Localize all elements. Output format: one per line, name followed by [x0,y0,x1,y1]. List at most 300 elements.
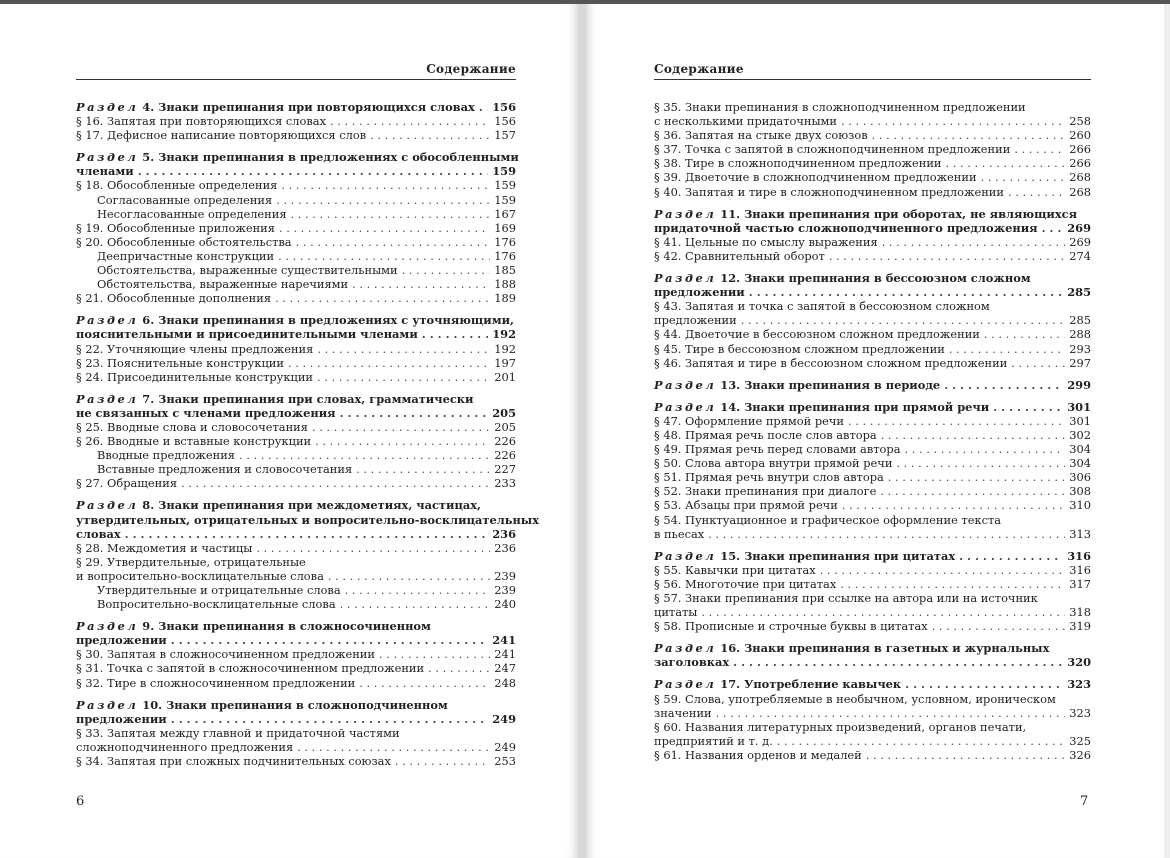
section-title: 12. Знаки препинания в бессоюзном сложном [720,271,1031,286]
toc-entry [76,676,516,690]
dot-leader [840,577,1065,591]
section-title: пояснительными и присоединительными членами [76,327,418,342]
dot-leader [281,178,490,192]
toc-entry-text: § 19. Обособленные приложения [76,220,275,235]
toc-page-number: 189 [494,291,516,306]
toc-entry-text: Вопросительно-восклицательные слова [97,597,336,612]
section-title: 9. Знаки препинания в сложносочиненном [142,619,431,634]
section-heading-line [76,512,540,527]
toc-section [654,378,1091,392]
toc-entry-text: § 24. Присоединительные конструкции [76,369,314,384]
toc-entry [654,128,1091,142]
section-word: Раздел [654,677,717,692]
toc-page-number: 233 [494,476,516,491]
toc-section [76,698,516,768]
section-heading-line [76,619,516,633]
section-page-number: 241 [492,633,516,648]
toc-page-number: 316 [1069,562,1091,577]
dot-leader [881,428,1065,442]
toc-entry [654,456,1091,470]
toc-page-number: 310 [1069,498,1091,513]
toc-page-number: 159 [494,192,516,207]
toc-entry [76,370,516,384]
toc-page-number: 260 [1069,128,1091,143]
toc-entry-text: Несогласованные определения [97,206,287,221]
toc-entry [654,484,1091,498]
toc-entry-text: § 47. Оформление прямой речи [654,413,844,428]
section-page-number: 269 [1067,220,1091,235]
toc-entry [76,235,516,249]
section-title: 8. Знаки препинания при междометиях, частицах, [142,498,481,513]
section-title: 4. Знаки препинания при повторяющихся словах [142,100,475,114]
toc-page-number: 301 [1069,413,1091,428]
toc-entry-text: § 54. Пунктуационное и графическое оформление текста [654,512,1002,527]
section-word: Раздел [654,271,717,286]
toc-entry-text: § 48. Прямая речь после слов автора [654,427,877,442]
toc-entry [654,356,1091,370]
book-gutter [578,4,586,858]
section-heading-line [654,655,1091,669]
toc-section [654,400,1091,541]
section-title: предложении [76,711,167,726]
dot-leader [905,677,1063,691]
toc-entry [654,706,1091,720]
dot-leader [256,541,490,555]
right-page [586,4,1164,858]
toc-page-number: 249 [494,739,516,754]
section-title: 7. Знаки препинания при словах, грамматически [142,391,474,406]
toc-entry-text: § 18. Обособленные определения [76,178,278,193]
section-title: 17. Употребление кавычек [720,677,902,692]
toc-entry [654,577,1091,591]
section-heading-line [654,641,1091,655]
toc-page-number: 293 [1069,341,1091,356]
section-heading-line [76,327,516,341]
toc-entry-text: Обстоятельства, выраженные существительными [97,263,398,278]
toc-entry-text: предприятий и т. д. [654,733,773,748]
toc-page-number: 169 [494,220,516,235]
section-title: придаточной частью сложноподчиненного предложения [654,220,1038,235]
dot-leader [708,527,1065,541]
toc-entry [654,498,1091,512]
section-word: Раздел [76,391,139,406]
section-page-number: 156 [492,100,516,114]
toc-entry-text: § 61. Названия орденов и медалей [654,747,862,762]
toc-entry-text: § 44. Двоеточие в бессоюзном сложном предложении [654,327,980,342]
dot-leader [330,114,490,128]
toc-entry [654,114,1091,128]
section-word: Раздел [76,498,139,513]
dot-leader [317,342,490,356]
toc-entry-text: § 40. Запятая и тире в сложноподчиненном предложении [654,184,1004,199]
toc-page-number: 268 [1069,170,1091,185]
section-heading-line [654,677,1091,691]
toc-entry-text: § 21. Обособленные дополнения [76,291,272,306]
toc-entry [654,414,1091,428]
toc-section [654,100,1091,199]
toc-entry-text: § 52. Знаки препинания при диалоге [654,484,877,499]
toc-entry [76,541,516,555]
section-heading-line [654,221,1091,235]
dot-leader [872,128,1065,142]
dot-leader [946,156,1066,170]
toc-entry [76,277,516,291]
section-title: 11. Знаки препинания при оборотах, не являющихся [720,206,1078,221]
toc-entry-text: Согласованные определения [97,192,273,207]
toc-section [76,150,519,306]
dot-leader [888,470,1065,484]
dot-leader [352,277,490,291]
section-title: заголовках [654,655,730,670]
section-heading-line [76,712,516,726]
toc-page-number: 239 [494,568,516,583]
toc-entry-text: § 55. Кавычки при цитатах [654,562,816,577]
toc-entry [76,597,516,611]
dot-leader [171,633,488,647]
toc-entry-text: сложноподчиненного предложения [76,739,294,754]
toc-entry-text: § 31. Точка с запятой в сложносочиненном предложении [76,661,425,676]
toc-entry-text: § 37. Точка с запятой в сложноподчиненном предложении [654,142,1011,157]
toc-entry-text: § 49. Прямая речь перед словами автора [654,442,901,457]
dot-leader [276,193,490,207]
left-page-header: Содержание [76,62,516,80]
section-word: Раздел [654,377,717,392]
toc-page-number: 185 [494,263,516,278]
toc-page-number: 266 [1069,142,1091,157]
dot-leader [984,327,1065,341]
section-title: 15. Знаки препинания при цитатах [720,548,956,563]
toc-page-number: 188 [494,277,516,292]
toc-page-number: 274 [1069,248,1091,263]
right-table-of-contents [654,100,1091,762]
dot-leader [422,327,488,341]
toc-section [76,619,516,689]
toc-page-number: 192 [494,341,516,356]
dot-leader [749,285,1063,299]
toc-entry [76,356,516,370]
section-title: 16. Знаки препинания в газетных и журнальных [720,641,1050,656]
dot-leader [340,406,489,420]
toc-entry-text: § 59. Слова, употребляемые в необычном, условном, ироническом [654,691,1056,706]
toc-entry [76,462,516,476]
section-page-number: 249 [492,711,516,726]
toc-entry-text: с несколькими придаточными [654,114,837,129]
section-word: Раздел [76,100,139,114]
toc-entry [76,647,516,661]
toc-page-number: 269 [1069,234,1091,249]
toc-entry-text: § 25. Вводные слова и словосочетания [76,419,308,434]
dot-leader [882,235,1065,249]
toc-page-number: 317 [1069,576,1091,591]
section-title: 10. Знаки препинания в сложноподчиненном [142,697,448,712]
toc-entry [76,661,516,675]
toc-section [654,207,1091,263]
toc-page-number: 313 [1069,526,1091,541]
dot-leader [905,442,1065,456]
section-page-number: 236 [492,526,516,541]
section-heading-line [76,150,519,165]
toc-page-number: 258 [1069,114,1091,129]
section-title: словах [76,526,121,541]
toc-entry-text: § 28. Междометия и частицы [76,540,253,555]
toc-page-number: 156 [494,114,516,129]
toc-page-number: 326 [1069,747,1091,762]
dot-leader [479,100,488,114]
dot-leader [278,249,490,263]
toc-entry-text: § 16. Запятая при повторяющихся словах [76,114,327,129]
toc-entry-text: § 42. Сравнительный оборот [654,248,825,263]
toc-entry-text: § 34. Запятая при сложных подчинительных союзах [76,754,391,769]
dot-leader [428,661,490,675]
toc-section [654,641,1091,669]
dot-leader [356,462,490,476]
dot-leader [315,434,490,448]
section-page-number: 323 [1067,677,1091,692]
section-word: Раздел [654,399,717,414]
dot-leader [841,114,1065,128]
toc-page-number: 288 [1069,327,1091,342]
toc-page-number: 159 [494,178,516,193]
toc-entry [76,583,516,597]
section-title: 13. Знаки препинания в периоде [720,377,941,392]
toc-entry [654,470,1091,484]
dot-leader [359,676,490,690]
toc-entry-text: § 35. Знаки препинания в сложноподчиненном предложении [654,100,1026,114]
section-word: Раздел [654,548,717,563]
toc-page-number: 241 [494,647,516,662]
dot-leader [880,484,1065,498]
dot-leader [279,221,490,235]
toc-page-number: 319 [1069,619,1091,634]
toc-entry-text: § 43. Запятая и точка с запятой в бессоюзном сложном [654,299,990,314]
section-word: Раздел [76,619,139,634]
dot-leader [944,378,1063,392]
toc-entry [76,569,516,583]
dot-leader [842,498,1065,512]
toc-entry [654,170,1091,184]
toc-entry-text: § 33. Запятая между главной и придаточной частями [76,725,400,740]
section-heading-line [76,633,516,647]
toc-entry [76,434,516,448]
dot-leader [1011,356,1065,370]
toc-section [654,271,1091,370]
toc-page-number: 247 [494,661,516,676]
toc-entry-text: § 30. Запятая в сложносочиненном предложении [76,647,375,662]
dot-leader [275,291,490,305]
toc-entry-text: предложении [654,313,737,328]
toc-entry [76,476,516,490]
toc-entry [76,448,516,462]
dot-leader [288,356,490,370]
toc-entry-text: § 26. Вводные и вставные конструкции [76,434,312,449]
left-table-of-contents [76,100,540,769]
dot-leader [312,420,490,434]
dot-leader [138,164,489,178]
toc-entry [76,740,516,754]
section-title: членами [76,164,134,179]
toc-section [76,313,516,383]
toc-entry-text: § 45. Тире в бессоюзном сложном предложении [654,341,945,356]
toc-entry [654,527,1091,541]
dot-leader [239,448,490,462]
toc-page-number: 304 [1069,442,1091,457]
toc-page-number: 227 [494,462,516,477]
dot-leader [379,647,490,661]
dot-leader [317,370,490,384]
toc-entry [654,563,1091,577]
section-heading-line [76,498,516,512]
toc-entry-text: § 17. Дефисное написание повторяющихся слов [76,128,367,143]
left-page-number: 6 [76,794,85,809]
toc-entry [76,114,516,128]
section-word: Раздел [76,150,139,165]
dot-leader [959,549,1063,563]
dot-leader [701,605,1065,619]
toc-entry-text: § 29. Утвердительные, отрицательные [76,554,306,569]
toc-entry [76,754,516,768]
toc-entry [654,249,1091,263]
toc-entry [654,734,1091,748]
toc-page-number: 236 [494,540,516,555]
dot-leader [291,207,490,221]
toc-page-number: 285 [1069,313,1091,328]
toc-entry-text: Обстоятельства, выраженные наречиями [97,277,349,292]
toc-entry [76,207,516,221]
toc-section [76,392,516,491]
toc-page-number: 325 [1069,733,1091,748]
toc-entry [654,327,1091,341]
toc-page-number: 176 [494,248,516,263]
toc-page-number: 297 [1069,355,1091,370]
toc-entry-text: § 46. Запятая и тире в бессоюзном сложном предложении [654,355,1008,370]
section-heading-line [76,527,516,541]
toc-page-number: 318 [1069,605,1091,620]
toc-entry-text: § 36. Запятая на стыке двух союзов [654,128,868,143]
toc-entry-text: § 53. Абзацы при прямой речи [654,498,838,513]
right-page-number: 7 [1080,794,1089,809]
dot-leader [345,583,490,597]
dot-leader [949,342,1065,356]
section-word: Раздел [76,313,139,328]
dot-leader [1008,185,1065,199]
dot-leader [395,754,490,768]
section-heading-line [654,549,1091,563]
toc-entry-text: § 22. Уточняющие члены предложения [76,341,314,356]
toc-entry-text: § 58. Прописные и строчные буквы в цитатах [654,619,928,634]
toc-page-number: 308 [1069,484,1091,499]
dot-leader [181,476,490,490]
toc-page-number: 248 [494,675,516,690]
toc-entry [76,178,516,192]
left-page [0,4,578,858]
toc-entry-text: § 20. Обособленные обстоятельства [76,234,292,249]
toc-entry-text: § 51. Прямая речь внутри слов автора [654,470,884,485]
toc-page-number: 266 [1069,156,1091,171]
toc-section [76,100,516,142]
toc-entry-text: § 56. Многоточие при цитатах [654,576,837,591]
toc-entry-text: Утвердительные и отрицательные слова [97,583,341,597]
section-page-number: 159 [492,164,516,179]
dot-leader [993,400,1063,414]
toc-entry-text: цитаты [654,605,698,620]
section-heading-line [654,207,1091,221]
section-heading-line [76,406,516,420]
section-heading-line [76,100,516,114]
toc-page-number: 176 [494,234,516,249]
toc-entry [76,221,516,235]
section-title: утвердительных, отрицательных и вопросительно-восклицательных [76,512,540,527]
section-page-number: 205 [492,405,516,420]
section-title: 6. Знаки препинания в предложениях с уточняющими, [142,313,514,328]
toc-entry [654,185,1091,199]
section-heading-line [76,313,516,327]
toc-section [654,677,1091,762]
dot-leader [848,414,1065,428]
toc-page-number: 239 [494,583,516,597]
toc-page-number: 201 [494,369,516,384]
toc-entry [76,193,516,207]
section-heading-line [76,698,516,712]
dot-leader [733,655,1063,669]
toc-entry-text: § 38. Тире в сложноподчиненном предложении [654,156,942,171]
section-page-number: 320 [1067,655,1091,670]
dot-leader [171,712,488,726]
toc-entry [76,128,516,142]
right-page-header: Содержание [654,62,1091,80]
dot-leader [866,748,1065,762]
toc-page-number: 167 [494,206,516,221]
toc-entry [654,342,1091,356]
toc-entry-text: Вводные предложения [97,448,235,463]
toc-page-number: 306 [1069,470,1091,485]
toc-entry [76,291,516,305]
section-page-number: 299 [1067,377,1091,392]
toc-section [654,549,1091,634]
toc-page-number: 226 [494,434,516,449]
dot-leader [829,249,1065,263]
toc-entry [654,142,1091,156]
toc-entry-text: в пьесах [654,526,705,541]
toc-page-number: 253 [494,754,516,769]
toc-entry-text: § 32. Тире в сложносочиненном предложении [76,675,356,690]
section-heading-line [76,164,516,178]
section-title: 5. Знаки препинания в предложениях с обособленными [142,150,519,165]
dot-leader [716,706,1065,720]
dot-leader [328,569,490,583]
toc-entry [76,249,516,263]
section-word: Раздел [654,206,717,221]
dot-leader [820,563,1065,577]
toc-entry [654,619,1091,633]
dot-leader [370,128,490,142]
dot-leader [402,263,490,277]
toc-entry-text: Вставные предложения и словосочетания [97,462,353,477]
section-title: 14. Знаки препинания при прямой речи [720,399,990,414]
section-heading-line [654,400,1091,414]
section-page-number: 316 [1067,548,1091,563]
toc-entry [76,342,516,356]
section-page-number: 192 [492,327,516,342]
toc-page-number: 226 [494,448,516,463]
dot-leader [981,170,1065,184]
toc-entry [654,748,1091,762]
toc-entry [654,313,1091,327]
toc-entry [76,420,516,434]
toc-section [76,498,540,612]
section-word: Раздел [76,697,139,712]
toc-page-number: 323 [1069,705,1091,720]
dot-leader [896,456,1065,470]
